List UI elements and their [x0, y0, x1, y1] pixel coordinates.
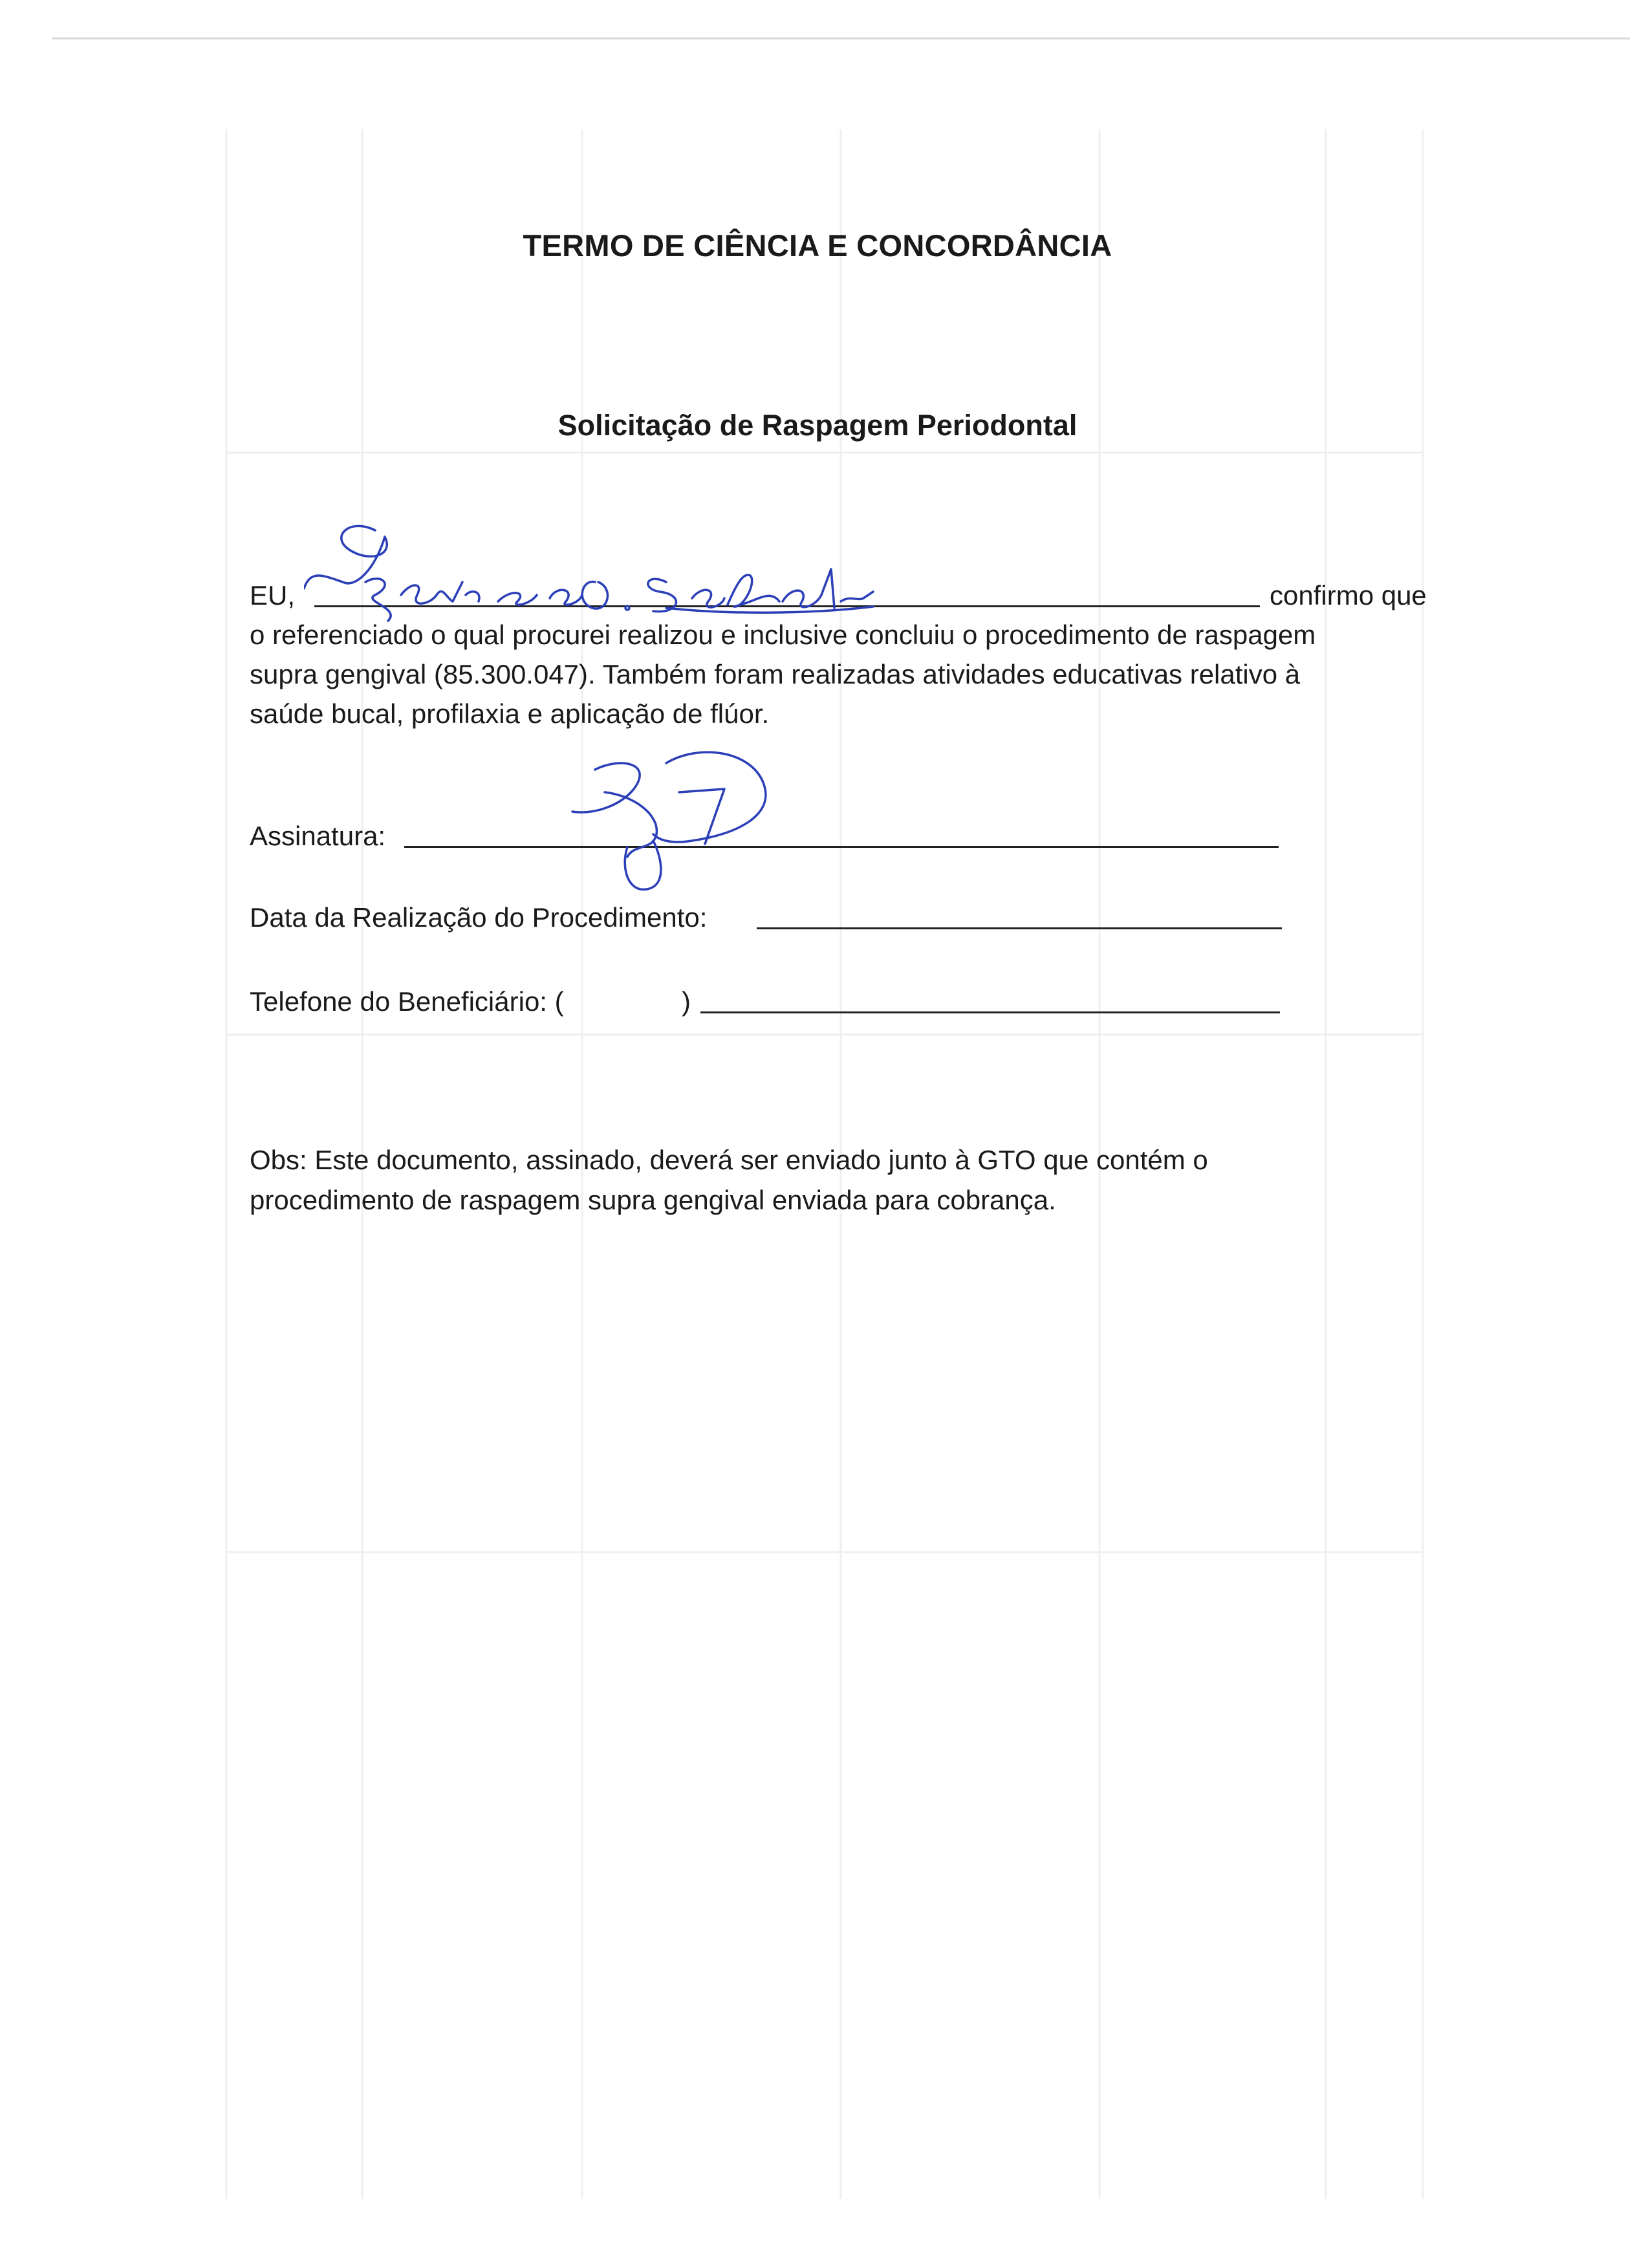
declaration-suffix: confirmo que	[1270, 580, 1427, 610]
declaration-line-2: supra gengival (85.300.047). Também foram realizadas atividades educativas relativo à	[250, 659, 1301, 689]
handwritten-signature	[556, 737, 802, 899]
date-line[interactable]	[757, 927, 1282, 929]
signature-line[interactable]	[404, 846, 1279, 848]
document-title: TERMO DE CIÊNCIA E CONCORDÂNCIA	[523, 228, 1112, 263]
observation-note	[250, 1140, 1414, 1220]
obs-line-2: procedimento de raspagem supra gengival enviada para cobrança.	[250, 1185, 1056, 1215]
signature-label: Assinatura:	[250, 821, 386, 851]
declaration-line-1: o referenciado o qual procurei realizou e inclusive concluiu o procedimento de raspagem	[250, 620, 1316, 650]
phone-line[interactable]	[700, 1011, 1280, 1013]
date-label: Data da Realização do Procedimento:	[250, 902, 708, 933]
phone-close-paren: )	[682, 986, 691, 1017]
name-line[interactable]	[314, 605, 1260, 607]
scan-edge-line	[52, 38, 1630, 39]
document-subtitle: Solicitação de Raspagem Periodontal	[558, 409, 1077, 442]
declaration-prefix: EU,	[250, 580, 296, 610]
phone-label: Telefone do Beneficiário: (	[250, 986, 564, 1017]
obs-line-1: Obs: Este documento, assinado, deverá ser enviado junto à GTO que contém o	[250, 1145, 1208, 1175]
declaration-line-3: saúde bucal, profilaxia e aplicação de flúor.	[250, 698, 770, 729]
declaration-body	[250, 615, 1453, 733]
